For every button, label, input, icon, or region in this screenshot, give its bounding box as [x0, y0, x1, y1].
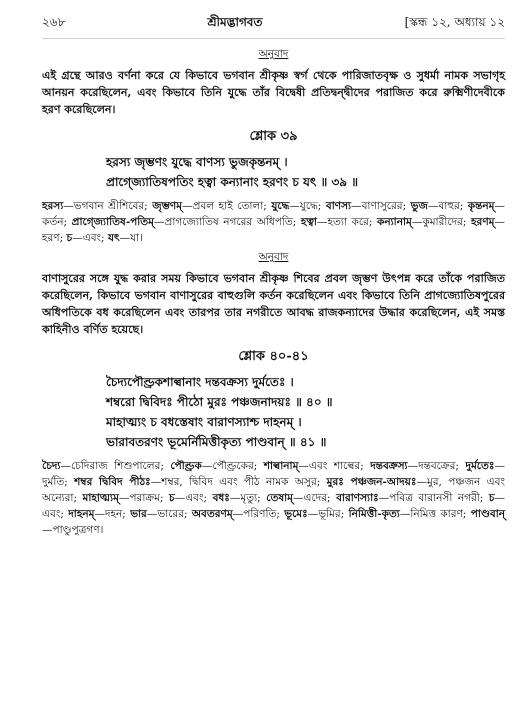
synonym-meaning: —এদের;	[293, 492, 337, 504]
verse-line: শম্বরো দ্বিবিদঃ পীঠো মুরঃ পঞ্চজনাদয়ঃ ॥ ৪০ ॥	[106, 395, 333, 409]
synonym-term: চ	[169, 492, 175, 504]
synonym-meaning: —ভূমির;	[307, 508, 349, 520]
synonym-meaning: —কুমারীদের;	[411, 216, 472, 228]
synonym-term: যুদ্ধে	[271, 200, 290, 212]
synonym-meaning: —বাহুর;	[427, 200, 468, 212]
synonym-meaning: —প্রবল হাই তোলা;	[182, 200, 272, 212]
synonym-meaning: —চেদিরাজ শিশুপালের;	[60, 460, 171, 472]
synonym-term: বারাণস্যাঃ	[336, 492, 379, 504]
translation-heading-1: অনুবাদ	[258, 48, 289, 60]
synonym-meaning: —দুর্মতি;	[42, 460, 505, 488]
synonym-term: শম্বর দ্বিবিদ পীঠঃ	[74, 476, 151, 488]
synonym-meaning: —এবং;	[174, 492, 213, 504]
verse-number-40-41: শ্লোক ৪০-৪১	[238, 349, 309, 364]
synonym-term: মাহাত্ম্যম্	[82, 492, 119, 504]
synonym-meaning: —দন্তবক্রের;	[407, 460, 466, 472]
synonym-meaning: —পরিণতি;	[232, 508, 285, 520]
synonym-term: পৌণ্ড্রক	[170, 460, 202, 472]
synonym-term: চৈদ্য	[42, 460, 61, 472]
synonym-term: হরণম্	[471, 216, 495, 228]
synonym-term: দন্তবক্রস্য	[370, 460, 408, 472]
synonym-meaning: —এবং শাল্বের;	[298, 460, 371, 472]
synonym-term: জৃম্ভণম্	[152, 200, 183, 212]
synonym-term: বধঃ	[212, 492, 230, 504]
page-header	[42, 14, 505, 39]
verse-line: চৈদ্যপৌণ্ড্রকশাল্বানাং দন্তবক্রস্য দুর্মতেঃ ।	[106, 375, 294, 389]
synonym-meaning: —পাণ্ডুপুত্রগণ।	[42, 524, 104, 536]
synonym-term: নিমিত্তী-কৃত্য	[348, 508, 400, 520]
synonym-term: পাণ্ডবান্	[470, 508, 506, 520]
synonym-meaning: —যুদ্ধে;	[289, 200, 326, 212]
synonym-term: তেষাম্	[266, 492, 294, 504]
synonym-term: শাল্বানাম্	[263, 460, 299, 472]
verse-line: ভারাবতরণং ভূমের্নিমিত্তীকৃত্য পাণ্ডবান্ ॥ ৪১ ॥	[106, 435, 327, 449]
synonym-meaning: —এবং;	[42, 492, 505, 520]
synonym-term: হরস্য	[42, 200, 64, 212]
synonym-meaning: —ভগবান শ্রীশিবের;	[63, 200, 153, 212]
verse-line: হরস্য জৃম্ভণং যুদ্ধে বাণস্য ভুজকৃন্তনম্ ।	[106, 155, 288, 169]
synonym-term: বাণস্য	[325, 200, 352, 212]
synonym-meaning: —পরাক্রম;	[118, 492, 170, 504]
synonym-term: হত্বা	[300, 216, 317, 228]
synonym-term: কৃন্তনম্	[467, 200, 495, 212]
translation-text-1: এই গ্রন্থে আরও বর্ণনা করে যে কিভাবে ভগবান শ্রীকৃষ্ণ স্বর্গ থেকে পারিজাতবৃক্ষ ও সুধর্মা নামক সভাগৃহ আনয়ন করেছিলেন, এবং কিভাবে তিনি যুদ্ধে তাঁর বিদ্বেষী প্রতিদ্বন্দ্বীদের পরাজিত করে রুক্মিণীদেবীকে হরণ করেছিলেন।	[42, 69, 505, 116]
book-title: শ্রীমদ্ভাগবত	[207, 15, 263, 29]
synonym-meaning: —পবিত্র বারানসী নগরী;	[378, 492, 489, 504]
synonym-term: যৎ	[107, 232, 120, 244]
synonym-meaning: —পৌণ্ড্রকের;	[201, 460, 264, 472]
translation-heading-2: অনুবাদ	[258, 251, 289, 263]
synonym-term: চ	[488, 492, 495, 504]
synonym-meaning: —যা।	[119, 232, 143, 244]
verse-number-39: শ্লোক ৩৯	[249, 129, 298, 144]
verse-line: প্রাগ্জ্যোতিষপতিং হত্বা কন্যানাং হরণং চ যৎ ॥ ৩৯ ॥	[106, 175, 359, 189]
verse-39	[42, 152, 505, 192]
synonym-meaning: —নিমিত্ত কারণ;	[399, 508, 471, 520]
synonym-meaning: —এবং;	[72, 232, 108, 244]
synonym-meaning: —হত্যা করে;	[316, 216, 378, 228]
synonym-meaning: —শম্বর, দ্বিবিদ এবং পীঠ নামক অসুর;	[150, 476, 327, 488]
synonym-term: ভার	[130, 508, 147, 520]
synonym-term: মুরঃ পঞ্চজন-আদয়ঃ	[326, 476, 417, 488]
translation-text-2: বাণাসুরের সঙ্গে যুদ্ধ করার সময় কিভাবে ভগবান শ্রীকৃষ্ণ শিবের প্রবল জৃম্ভণ উৎপন্ন করে তাঁকে পরাজিত করেছিলেন, কিভাবে ভগবান বাণাসুরের বাহুগুলি কর্তন করেছিলেন এবং কিভাবে তিনি প্রাগজ্যোতিষপুরের অধিপতিকে বধ করেছিলেন এবং তারপর তার নগরীতে আবদ্ধ রাজকন্যাদের উদ্ধার করেছিলেন, এই সমস্ত কাহিনীও বর্ণিত হয়েছে।	[42, 272, 505, 336]
synonym-meaning: —বাণাসুরের;	[351, 200, 411, 212]
synonyms-39	[42, 198, 505, 246]
synonym-term: কন্যানাম্	[377, 216, 412, 228]
synonym-meaning: —কর্তন;	[42, 200, 505, 228]
section-reference: [স্কন্ধ ১২, অধ্যায় ১২	[404, 15, 505, 29]
verse-line: মাহাত্ম্যং চ বধস্তেষাং বারাণস্যাশ্চ দাহনম্ ।	[106, 415, 302, 429]
synonym-term: ভূমেঃ	[284, 508, 308, 520]
synonym-term: দুর্মতেঃ	[465, 460, 495, 472]
synonym-term: অবতরণম্	[191, 508, 233, 520]
verse-40-41	[42, 372, 505, 452]
synonym-meaning: —দহন;	[94, 508, 131, 520]
synonym-meaning: —মুর, পঞ্চজন এবং অন্যেরা;	[42, 476, 506, 504]
synonym-meaning: —ভারের;	[146, 508, 192, 520]
synonym-meaning: —হরণ;	[42, 216, 506, 244]
page-number: ২৬৮	[42, 15, 66, 29]
synonyms-40-41	[42, 458, 505, 538]
synonym-meaning: —প্রাগজ্যোতিষ নগরের অধিপতি;	[154, 216, 301, 228]
synonym-term: প্রাগ্জ্যোতিষ-পতিম্	[71, 216, 155, 228]
synonym-term: চ	[66, 232, 73, 244]
synonym-term: ভুজ	[410, 200, 428, 212]
synonym-meaning: —মৃত্যু;	[229, 492, 267, 504]
synonym-term: দাহনম্	[68, 508, 95, 520]
